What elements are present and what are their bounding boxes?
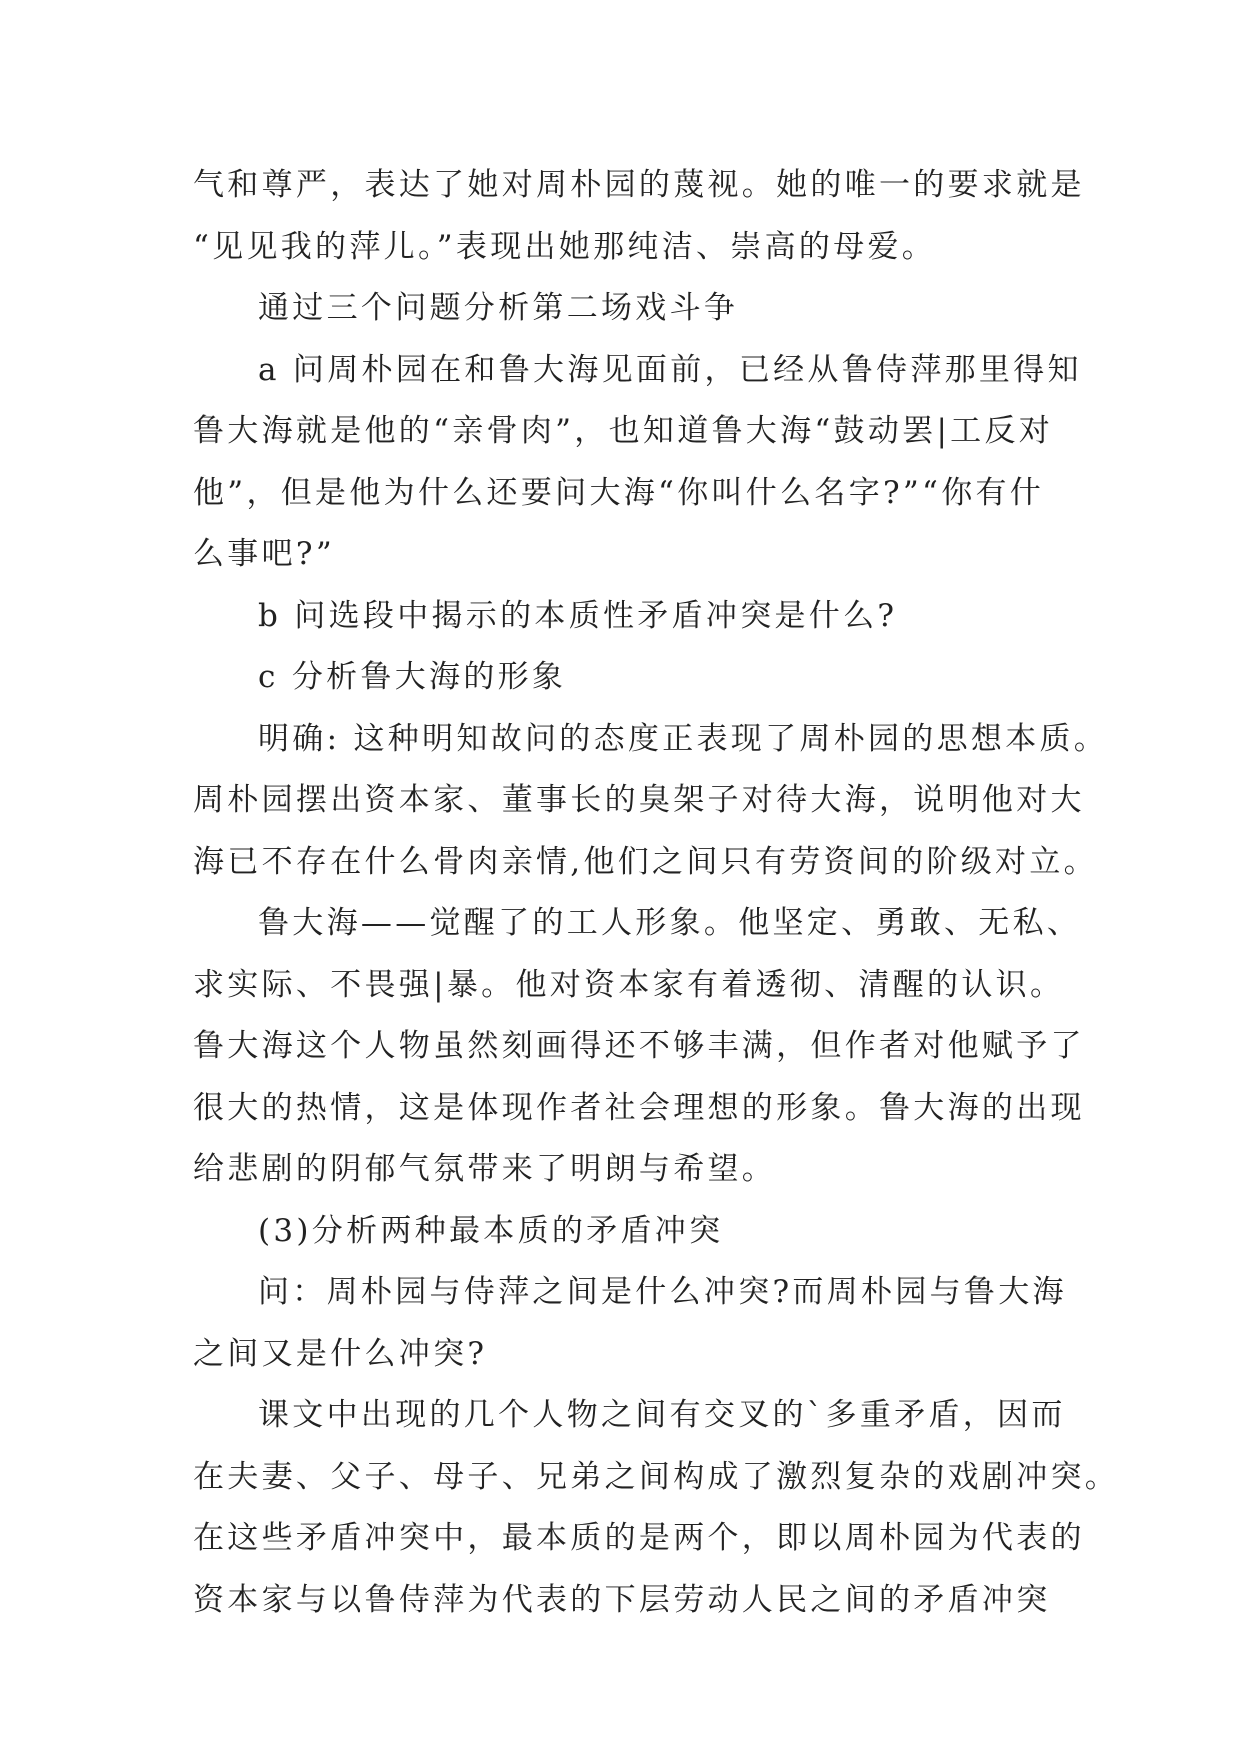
text-line: 课文中出现的几个人物之间有交叉的`多重矛盾，因而 (258, 1397, 1066, 1433)
text-line: 问：周朴园与侍萍之间是什么冲突?而周朴园与鲁大海 (258, 1274, 1067, 1310)
text-line: “见见我的萍儿。”表现出她那纯洁、崇高的母爱。 (193, 228, 937, 265)
text-line: 通过三个问题分析第二场戏斗争 (258, 290, 739, 326)
text-line: 他”，但是他为什么还要问大海“你叫什么名字?”“你有什 (193, 474, 1045, 511)
text-line: c 分析鲁大海的形象 (258, 659, 567, 695)
text-line: 鲁大海——觉醒了的工人形象。他坚定、勇敢、无私、 (258, 905, 1082, 941)
text-line: 求实际、不畏强|暴。他对资本家有着透彻、清醒的认识。 (193, 966, 1065, 1003)
text-line: 在夫妻、父子、母子、兄弟之间构成了激烈复杂的戏剧冲突。 (193, 1458, 1120, 1495)
text-line: 鲁大海这个人物虽然刻画得还不够丰满，但作者对他赋予了 (193, 1028, 1085, 1064)
document-body (193, 155, 1120, 1631)
text-line: 之间又是什么冲突? (193, 1335, 488, 1372)
text-line: 周朴园摆出资本家、董事长的臭架子对待大海，说明他对大 (193, 782, 1085, 818)
text-line: 在这些矛盾冲突中，最本质的是两个，即以周朴园为代表的 (193, 1520, 1085, 1556)
text-line: 很大的热情，这是体现作者社会理想的形象。鲁大海的出现 (193, 1089, 1085, 1126)
text-line: a 问周朴园在和鲁大海见面前，已经从鲁侍萍那里得知 (258, 351, 1082, 388)
text-line: 么事吧?” (193, 536, 335, 572)
text-line: 气和尊严，表达了她对周朴园的蔑视。她的唯一的要求就是 (193, 167, 1085, 203)
text-line: 给悲剧的阴郁气氛带来了明朗与希望。 (193, 1151, 777, 1187)
text-line: (3)分析两种最本质的矛盾冲突 (258, 1212, 724, 1249)
text-line: 明确: 这种明知故问的态度正表现了周朴园的思想本质。 (258, 720, 1109, 757)
text-line: 资本家与以鲁侍萍为代表的下层劳动人民之间的矛盾冲突 (193, 1581, 1051, 1618)
text-line: 鲁大海就是他的“亲骨肉”，也知道鲁大海“鼓动罢|工反对 (193, 413, 1054, 449)
text-line: b 问选段中揭示的本质性矛盾冲突是什么? (258, 597, 898, 634)
text-line: 海已不存在什么骨肉亲情,他们之间只有劳资间的阶级对立。 (193, 843, 1098, 880)
